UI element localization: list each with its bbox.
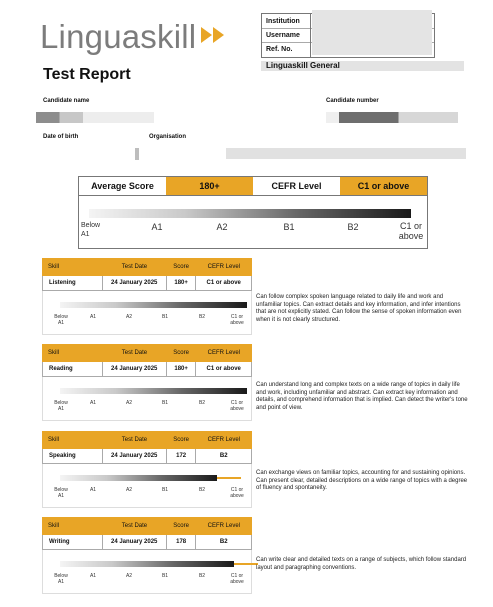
skill-cefr-level: C1 or above [206, 280, 241, 286]
skill-level-label: Below A1 [54, 573, 68, 585]
page-title: Test Report [43, 66, 131, 83]
skill-level-label: B2 [198, 573, 206, 579]
skill-header-cell: Skill [48, 264, 60, 270]
average-score-value: 180+ [166, 177, 253, 195]
skill-level-label: A2 [125, 400, 133, 406]
candidate-number-label: Candidate number [326, 98, 379, 104]
skill-level-label: A2 [125, 573, 133, 579]
skill-table-header [42, 517, 252, 535]
skill-name: Speaking [43, 449, 103, 463]
skill-gradient-bar [60, 561, 234, 567]
skill-block-writing [42, 517, 252, 594]
skill-level-bar [42, 291, 252, 335]
skill-level-label: C1 or above [230, 487, 244, 499]
redacted-info [312, 10, 432, 55]
skill-level-label: Below A1 [54, 400, 68, 412]
skill-score-marker [217, 477, 241, 479]
skill-block-listening [42, 258, 252, 335]
skill-level-bar [42, 464, 252, 508]
skill-header-cell: CEFR Level [207, 264, 240, 270]
skill-header-cell: Test Date [121, 264, 148, 270]
skill-level-label: B1 [161, 400, 169, 406]
skill-level-label: A2 [125, 314, 133, 320]
skill-block-reading [42, 344, 252, 421]
skill-level-label: C1 or above [230, 400, 244, 412]
skill-name: Reading [43, 362, 103, 376]
skill-header-cell: Test Date [121, 350, 148, 356]
skill-level-label: Below A1 [54, 487, 68, 499]
institution-label: Institution [266, 18, 300, 25]
skill-level-label: B2 [198, 487, 206, 493]
skill-header-cell: CEFR Level [207, 523, 240, 529]
skill-score: 180+ [167, 276, 197, 290]
skill-gradient-bar [60, 475, 217, 481]
cefr-level-value: C1 or above [340, 177, 427, 195]
skill-level-label: B1 [161, 487, 169, 493]
skill-header-cell: Score [173, 264, 189, 270]
skill-level-label: B1 [161, 314, 169, 320]
cefr-level-label: CEFR Level [271, 181, 322, 191]
skill-values-row [42, 362, 252, 377]
skill-block-speaking [42, 431, 252, 508]
test-date: 24 January 2025 [103, 276, 167, 290]
dob-label: Date of birth [43, 134, 79, 140]
test-date: 24 January 2025 [103, 535, 167, 549]
skill-score: 172 [167, 449, 197, 463]
skill-header-cell: Test Date [121, 437, 148, 443]
redacted-number [326, 112, 458, 123]
skill-level-label: A1 [89, 314, 97, 320]
skill-cefr-level: C1 or above [206, 366, 241, 372]
skill-level-label: B2 [198, 400, 206, 406]
skill-values-row [42, 535, 252, 550]
skill-description-reading: Can understand long and complex texts on a wide range of topics in daily life and work, including unfamiliar and abstract. Can extract key information and details, and comprehend information that is implied. Can detect the writer's tone and point of view. [256, 382, 468, 411]
skill-level-label: C1 or above [230, 573, 244, 585]
summary-level-label: B1 [283, 222, 295, 232]
redacted-name [36, 112, 154, 123]
linguaskill-logo: Linguaskill [40, 18, 197, 55]
summary-level-label: B2 [347, 222, 359, 232]
skill-level-label: A2 [125, 487, 133, 493]
test-date: 24 January 2025 [103, 449, 167, 463]
skill-cefr-level: B2 [219, 453, 228, 459]
skill-level-label: B1 [161, 573, 169, 579]
product-name: Linguaskill General [261, 61, 464, 71]
summary-level-label: A2 [216, 222, 228, 232]
skill-table-header [42, 344, 252, 362]
skill-header-cell: Test Date [121, 523, 148, 529]
skill-header-cell: Skill [48, 350, 60, 356]
skill-level-label: Below A1 [54, 314, 68, 326]
skill-level-bar [42, 550, 252, 594]
skill-score: 178 [167, 535, 197, 549]
skill-header-cell: Skill [48, 523, 60, 529]
skill-description-writing: Can write clear and detailed texts on a range of subjects, which follow standard layout and paragraphing conventions. [256, 557, 467, 571]
skill-values-row [42, 449, 252, 464]
average-score-label: Average Score [91, 181, 154, 191]
skill-level-label: A1 [89, 400, 97, 406]
skill-level-bar [42, 377, 252, 421]
redacted-dob [135, 148, 139, 160]
candidate-name-label: Candidate name [43, 98, 90, 104]
skill-header-cell: CEFR Level [207, 350, 240, 356]
skill-gradient-bar [60, 388, 247, 394]
summary-level-label: C1 or above [398, 221, 424, 241]
skill-header-cell: Score [173, 523, 189, 529]
skill-level-label: B2 [198, 314, 206, 320]
skill-table-header [42, 258, 252, 276]
skill-header-cell: CEFR Level [207, 437, 240, 443]
summary-level-bar [79, 195, 427, 248]
skill-score: 180+ [167, 362, 197, 376]
skill-header-cell: Skill [48, 437, 60, 443]
skill-gradient-bar [60, 302, 247, 308]
ref-no-label: Ref. No. [266, 46, 293, 53]
skill-name: Writing [43, 535, 103, 549]
skill-description-listening: Can follow complex spoken language related to daily life and work and unfamiliar topics. Can extract details and key information, and infer intentions that are not explicitly stated. Can follow the sense of spoken information even when it is not clearly structured. [256, 294, 462, 323]
skill-values-row [42, 276, 252, 291]
skill-level-label: A1 [89, 573, 97, 579]
skill-level-label: C1 or above [230, 314, 244, 326]
skill-description-speaking: Can exchange views on familiar topics, accounting for and sustaining opinions. Can present clear, detailed descriptions on a wide range of topics with a degree of fluency and spontaneity. [256, 470, 468, 491]
redacted-organisation [226, 148, 466, 159]
skill-name: Listening [43, 276, 103, 290]
organisation-label: Organisation [149, 134, 187, 140]
test-date: 24 January 2025 [103, 362, 167, 376]
username-label: Username [266, 32, 300, 39]
skill-score-marker [234, 563, 258, 565]
skill-cefr-level: B2 [219, 539, 228, 545]
institution-info-box [261, 13, 435, 58]
skill-header-cell: Score [173, 350, 189, 356]
skill-header-cell: Score [173, 437, 189, 443]
summary-gradient-bar [89, 209, 411, 218]
skill-level-label: A1 [89, 487, 97, 493]
average-score-summary [78, 176, 428, 249]
skill-table-header [42, 431, 252, 449]
summary-level-label: Below A1 [81, 222, 101, 238]
summary-level-label: A1 [151, 222, 163, 232]
